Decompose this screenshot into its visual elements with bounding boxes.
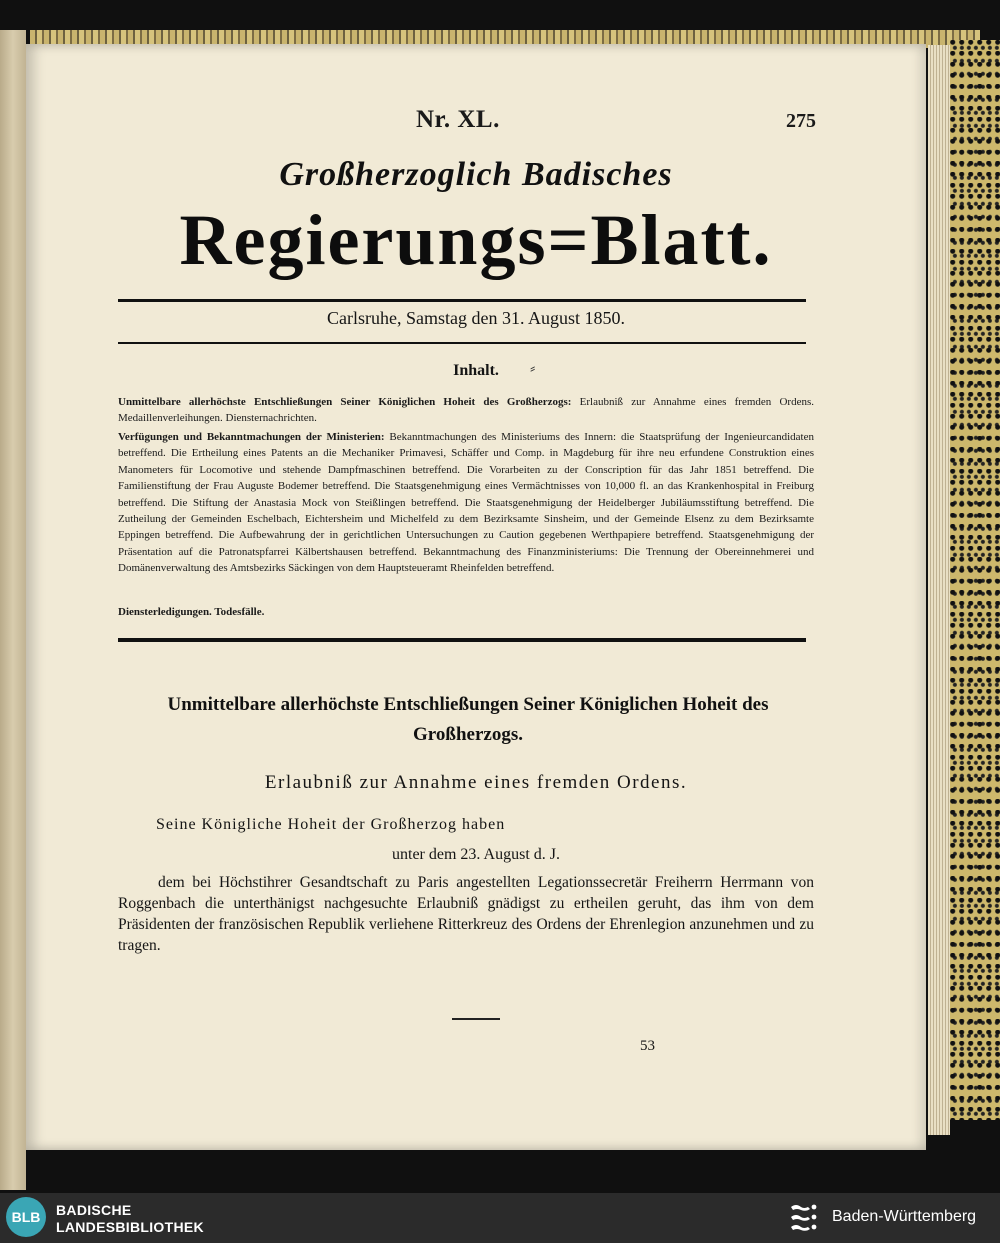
toc-text-2: Bekanntmachungen des Ministeriums des Innern: die Staatsprüfung der Ingenieurcandidaten betreffend. Die Ertheilung eines Patents an die Mechaniker Primavesi, Schäffer und Comp. in Magdeburg für ihre neu erfundene Construktion eines Manometers für Locomotive und stehende Dampfmaschinen betreffend. Die Vorarbeiten zu der Conscription für das Jahr 1851 betreffend. Die Familienstiftung der Frau Auguste Bodemer betreffend. Die Staatsgenehmigung eines Vermächtnisses von 10,000 fl. an das Krankenhospital in Freiburg betreffend. Die Stiftung der Anastasia Mock von Steißlingen betreffend. Die Staatsgenehmigung der Heidelberger Jubiläumsstiftung betreffend. Die Zutheilung der Gemeinden Eschelbach, Eichtersheim und Michelfeld zu dem Bezirksamte Sinsheim, und der Gemeinde Elsenz zu dem Bezirksamte Eppingen betreffend. Die Aufbewahrung der in gerichtlichen Untersuchungen zu Caution gegebenen Werthpapiere betreffend. Staatsgenehmigung der Präsentation auf die Patronatspfarrei Kälbertshausen betreffend. Bekanntmachung des Finanzministeriums: Die Trennung der Obereinnehmerei und Domänenverwaltung des Amtsbezirks Säckingen von dem Hauptsteueramt Rheinfelden betreffend. [118,431,814,575]
masthead-title: Regierungs=Blatt. [179,200,773,280]
library-name-line1: BADISCHE [56,1202,132,1218]
closing-rule [452,1018,500,1020]
toc-heading-3: Diensterledigungen. Todesfälle. [118,606,265,618]
library-name[interactable] [56,1202,204,1236]
left-page-edge [0,30,26,1190]
masthead-rule [118,299,806,302]
page-stack-edge [928,45,950,1135]
page-number: 275 [786,110,816,132]
body-paragraph: dem bei Höchstihrer Gesandtschaft zu Paris angestellten Legationssecretär Freiherrn Herrmann von Roggenbach die unterthänigst nachgesuchte Erlaubniß gnädigst zu ertheilen geruht, das ihm von dem Präsidenten der französischen Republik verliehene Ritterkreuz des Ordens der Ehrenlegion anzunehmen und zu tragen. [118,874,814,954]
baden-wuerttemberg-lions-emblem-icon[interactable] [788,1201,820,1235]
toc-paragraph-2 [118,429,814,577]
signature-number: 53 [640,1038,655,1054]
issue-number: Nr. XL. [416,106,500,133]
toc-text-1: Erlaubniß zur Annahme eines fremden Ordens. Medaillenverleihungen. Diensternachrichten. [118,396,814,425]
toc-heading-1: Unmittelbare allerhöchste Entschließungen Seiner Königlichen Hoheit des Großherzogs: [118,396,572,408]
contents-mark: ⸗ [530,360,536,377]
toc-paragraph-1 [118,394,814,427]
contents-heading: Inhalt. [453,362,499,379]
blb-logo[interactable]: BLB [6,1197,46,1237]
opening-line: Seine Königliche Hoheit der Großherzog haben [156,816,506,833]
date-clause: unter dem 23. August d. J. [392,846,560,863]
subsection-title: Erlaubniß zur Annahme eines fremden Ordens. [264,772,688,793]
masthead-subtitle: Großherzoglich Badisches [279,156,673,193]
toc-heading-2: Verfügungen und Bekanntmachungen der Ministerien: [118,431,385,443]
section-title: Unmittelbare allerhöchste Entschließungen Seiner Königlichen Hoheit des Großherzogs. [167,694,769,745]
marbled-cover [950,40,1000,1120]
date-rule [118,342,806,344]
viewer-footer [0,1193,1000,1243]
state-name[interactable]: Baden-Württemberg [832,1208,977,1225]
date-line: Carlsruhe, Samstag den 31. August 1850. [327,308,625,328]
document-page [26,44,926,1150]
library-name-line2: LANDESBIBLIOTHEK [56,1219,204,1235]
toc-paragraph-3 [118,604,814,620]
contents-rule [118,638,806,642]
